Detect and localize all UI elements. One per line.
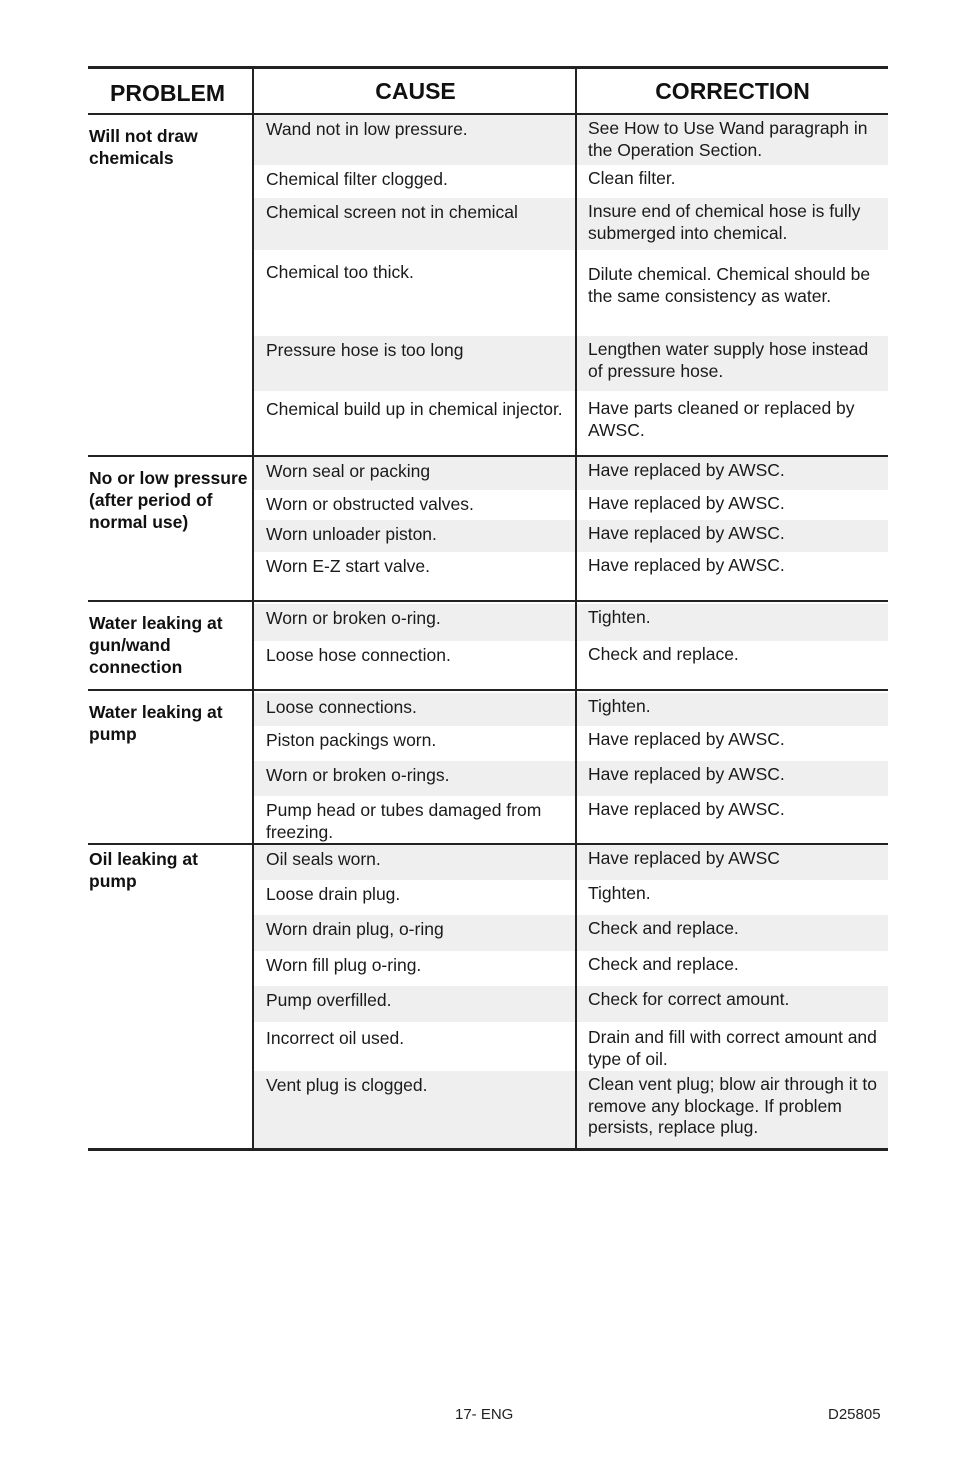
cause-cell: Incorrect oil used. (266, 1028, 405, 1048)
table-row (254, 391, 888, 455)
table-header (88, 69, 888, 115)
correction-cell: Have replaced by AWSC. (588, 729, 785, 749)
problem-label: Water leaking at pump (89, 702, 223, 744)
cause-cell: Piston packings worn. (266, 730, 437, 750)
cause-cell: Worn fill plug o-ring. (266, 955, 422, 975)
cause-cell: Loose hose connection. (266, 645, 451, 665)
table-row (254, 691, 888, 726)
cause-cell: Worn or obstructed valves. (266, 494, 474, 514)
troubleshooting-table (88, 66, 888, 1151)
correction-cell: Have replaced by AWSC. (588, 555, 785, 575)
table-row (254, 490, 888, 520)
header-cause: CAUSE (375, 78, 456, 104)
problem-group (88, 457, 888, 602)
cause-cell: Worn or broken o-rings. (254, 761, 577, 796)
correction-cell: Tighten. (577, 604, 888, 641)
correction-cell: Check for correct amount. (577, 986, 888, 1022)
document-number: D25805 (828, 1406, 881, 1423)
table-row (254, 641, 888, 689)
table-row (254, 761, 888, 796)
cause-cell: Worn E-Z start valve. (266, 556, 431, 576)
column-divider (575, 69, 577, 1151)
table-row (254, 915, 888, 951)
table-row (254, 796, 888, 843)
cause-cell: Chemical filter clogged. (266, 169, 448, 189)
correction-cell: Check and replace. (577, 915, 888, 951)
problem-group (88, 602, 888, 691)
table-row (254, 520, 888, 552)
problem-label: No or low pressure (after period of normal use) (89, 468, 248, 532)
correction-cell: Clean vent plug; blow air through it to remove any blockage. If problem persists, replace plug. (577, 1071, 888, 1148)
table-row (254, 552, 888, 600)
table-row (254, 250, 888, 336)
table-row (254, 951, 888, 986)
correction-cell: Dilute chemical. Chemical should be the same consistency as water. (588, 264, 871, 306)
correction-cell: See How to Use Wand paragraph in the Operation Section. (577, 115, 888, 165)
correction-cell: Check and replace. (588, 954, 739, 974)
table-row (254, 1022, 888, 1071)
correction-cell: Have parts cleaned or replaced by AWSC. (588, 398, 855, 440)
table-row (254, 986, 888, 1022)
table-row (254, 336, 888, 391)
page-number: 17- ENG (455, 1406, 514, 1423)
problem-label: Water leaking at gun/wand connection (89, 613, 223, 677)
cause-cell: Chemical screen not in chemical (254, 198, 577, 250)
cause-cell: Oil seals worn. (254, 845, 577, 880)
cause-cell: Worn seal or packing (254, 457, 577, 490)
header-problem: PROBLEM (110, 80, 225, 106)
correction-cell: Have replaced by AWSC. (577, 520, 888, 552)
cause-cell: Loose connections. (254, 693, 577, 726)
correction-cell: Lengthen water supply hose instead of pressure hose. (577, 336, 888, 391)
cause-cell: Chemical too thick. (266, 262, 414, 282)
header-correction: CORRECTION (655, 78, 810, 104)
correction-cell: Drain and fill with correct amount and type of oil. (588, 1027, 877, 1069)
correction-cell: Tighten. (577, 693, 888, 726)
correction-cell: Insure end of chemical hose is fully submerged into chemical. (577, 198, 888, 250)
problem-label: Oil leaking at pump (89, 849, 198, 891)
cause-cell: Pump overfilled. (254, 986, 577, 1022)
table-row (254, 1071, 888, 1148)
cause-cell: Worn unloader piston. (254, 520, 577, 552)
table-row (254, 457, 888, 490)
table-row (254, 880, 888, 915)
table-row (254, 198, 888, 250)
problem-label: Will not draw chemicals (89, 126, 198, 168)
cause-cell: Loose drain plug. (266, 884, 401, 904)
cause-cell: Worn or broken o-ring. (254, 604, 577, 641)
column-divider (252, 69, 254, 1151)
cause-cell: Chemical build up in chemical injector. (266, 399, 563, 419)
cause-cell: Worn drain plug, o-ring (254, 915, 577, 951)
table-row (254, 115, 888, 165)
table-row (254, 726, 888, 761)
cause-cell: Pressure hose is too long (254, 336, 577, 391)
problem-group (88, 845, 888, 1151)
cause-cell: Pump head or tubes damaged from freezing. (266, 800, 542, 842)
correction-cell: Have replaced by AWSC. (577, 457, 888, 490)
correction-cell: Clean filter. (588, 168, 676, 188)
correction-cell: Have replaced by AWSC. (577, 761, 888, 796)
table-row (254, 602, 888, 641)
cause-cell: Wand not in low pressure. (254, 115, 577, 165)
cause-cell: Vent plug is clogged. (254, 1071, 577, 1148)
problem-group (88, 691, 888, 845)
correction-cell: Have replaced by AWSC (577, 845, 888, 880)
problem-group (88, 115, 888, 457)
correction-cell: Tighten. (588, 883, 651, 903)
correction-cell: Check and replace. (588, 644, 739, 664)
correction-cell: Have replaced by AWSC. (588, 799, 785, 819)
table-row (254, 165, 888, 198)
table-row (254, 845, 888, 880)
correction-cell: Have replaced by AWSC. (588, 493, 785, 513)
